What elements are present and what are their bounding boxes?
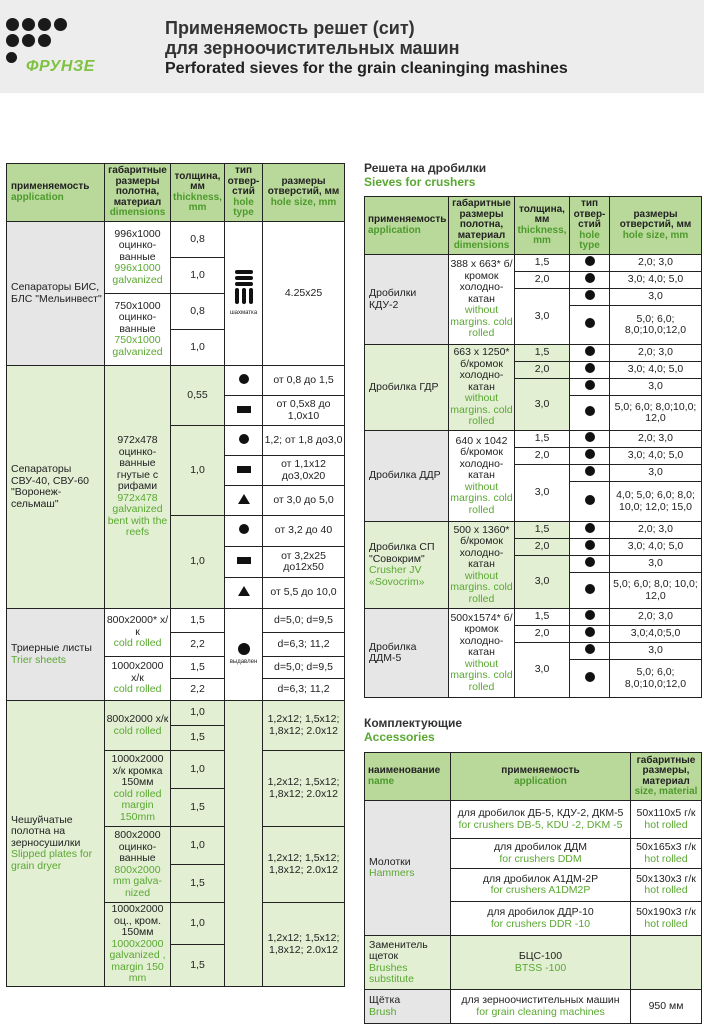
hole-size-cell: от 1,1x12 до3,0x20: [263, 456, 345, 486]
col-hole-size: размеры отверстий, мм hole size, mm: [610, 197, 702, 255]
crusher-hole-size-cell: 3,0; 4,0; 5,0: [610, 448, 702, 465]
crusher-hole-size-cell: 5,0; 6,0; 8,0;10,0;12,0: [610, 306, 702, 345]
round-hole-icon: [585, 557, 595, 567]
hole-size-cell: d=6,3; 11,2: [263, 633, 345, 657]
accessory-size-cell: 50x130x3 г/к hot rolled: [631, 869, 702, 902]
thickness-cell: 1,0: [171, 516, 225, 609]
triangle-hole-icon: [238, 586, 250, 596]
hole-type-cell: [225, 578, 263, 609]
round-hole-icon: [585, 273, 595, 283]
crusher-hole-type-cell: [570, 379, 610, 396]
sieve-table: [6, 163, 345, 987]
hole-type-cell: [225, 609, 263, 701]
accessories-table: [364, 752, 702, 1024]
col-dimensions: габаритные размеры полотна, материал dimensions: [449, 197, 515, 255]
crusher-dimension-cell: 500x1574* б/кромок холодно-катан without margins. cold rolled: [449, 609, 515, 698]
hole-type-cell: [225, 516, 263, 547]
crusher-name-cell: Дробилка СП "Совокрим" Crusher JV «Sovocrim»: [365, 522, 449, 609]
crusher-hole-size-cell: 3,0: [610, 379, 702, 396]
crusher-hole-type-cell: [570, 255, 610, 272]
round-hole-icon: [585, 432, 595, 442]
crusher-thickness-cell: 2,0: [515, 448, 570, 465]
hole-type-cell: [225, 547, 263, 578]
crusher-hole-size-cell: 2,0; 3,0: [610, 609, 702, 626]
hole-type-cell: [225, 486, 263, 516]
page-title-ru-1: Применяемость решет (сит): [165, 18, 415, 38]
round-hole-icon: [239, 524, 249, 534]
thickness-cell: 1,0: [171, 426, 225, 516]
crusher-thickness-cell: 2,0: [515, 272, 570, 289]
crusher-hole-type-cell: [570, 643, 610, 660]
crusher-thickness-cell: 3,0: [515, 465, 570, 522]
hole-size-cell: 1,2x12; 1,5x12; 1,8x12; 2.0x12: [263, 701, 345, 751]
page-header: [0, 0, 704, 93]
crusher-dimension-cell: 640 x 1042 б/кромок холодно-катан without margins. cold rolled: [449, 431, 515, 522]
slot-hole-icon: [237, 406, 251, 413]
round-hole-icon: [585, 346, 595, 356]
crusher-dimension-cell: 388 x 663* б/кромок холодно-катан without margins. cold rolled: [449, 255, 515, 345]
round-hole-icon: [585, 406, 595, 416]
hole-size-cell: 1,2x12; 1,5x12; 1,8x12; 2.0x12: [263, 903, 345, 987]
crusher-table: [364, 196, 702, 698]
crusher-thickness-cell: 2,0: [515, 626, 570, 643]
crusher-hole-type-cell: [570, 522, 610, 539]
hole-type-cell: [225, 426, 263, 456]
accessory-application-cell: для дробилок А1ДМ-2Р for crushers A1DM2P: [451, 869, 631, 902]
crusher-thickness-cell: 2,0: [515, 539, 570, 556]
accessory-application-cell: БЦС-100 BTSS -100: [451, 936, 631, 990]
crusher-hole-type-cell: [570, 539, 610, 556]
application-cell: Сепараторы СВУ-40, СВУ-60 "Воронеж-сельмаш": [7, 366, 105, 609]
round-hole-icon: [585, 584, 595, 594]
crusher-hole-type-cell: [570, 573, 610, 609]
round-hole-icon: [585, 540, 595, 550]
crushers-title-ru: Решета на дробилки: [364, 161, 487, 175]
round-hole-icon: [585, 672, 595, 682]
hole-size-cell: от 3,0 до 5,0: [263, 486, 345, 516]
crusher-hole-size-cell: 2,0; 3,0: [610, 522, 702, 539]
hole-type-cell: [225, 396, 263, 426]
thickness-cell: 1,5: [171, 609, 225, 633]
crusher-hole-type-cell: [570, 431, 610, 448]
thickness-cell: 2,2: [171, 679, 225, 701]
dimension-cell: 972x478 оцинко-ванные гнутые с рифами 972x478 galvanized bent with the reefs: [105, 366, 171, 609]
brush-cell: Щётка Brush: [365, 990, 451, 1024]
thickness-cell: 1,5: [171, 657, 225, 679]
round-hole-icon: [585, 466, 595, 476]
crusher-name-cell: Дробилки КДУ-2: [365, 255, 449, 345]
round-hole-icon: [239, 374, 249, 384]
hole-size-cell: 1,2x12; 1,5x12; 1,8x12; 2.0x12: [263, 827, 345, 903]
crusher-hole-size-cell: 3,0: [610, 556, 702, 573]
crusher-hole-type-cell: [570, 482, 610, 522]
thickness-cell: 1,5: [171, 945, 225, 987]
hole-type-cell: [225, 366, 263, 396]
thickness-cell: 1,5: [171, 726, 225, 751]
crusher-hole-size-cell: 3,0: [610, 289, 702, 306]
crusher-hole-type-cell: [570, 626, 610, 643]
dimension-cell: 1000x2000 х/к кромка 150мм cold rolled margin 150mm: [105, 751, 171, 827]
round-hole-icon: [239, 434, 249, 444]
col-dimensions: габаритные размеры полотна, материал dimensions: [105, 164, 171, 222]
accessory-size-cell: 50x190x3 г/к hot rolled: [631, 902, 702, 936]
brand-logo-text: ФРУНЗЕ: [26, 58, 95, 75]
crusher-thickness-cell: 1,5: [515, 345, 570, 362]
crusher-hole-size-cell: 3,0; 4,0; 5,0: [610, 362, 702, 379]
round-hole-icon: [585, 495, 595, 505]
crusher-dimension-cell: 663 x 1250* б/кромок холодно-катан without margins. cold rolled: [449, 345, 515, 431]
round-hole-icon: [585, 380, 595, 390]
crusher-thickness-cell: 2,0: [515, 362, 570, 379]
col-hole-size: размеры отверстий, мм hole size, mm: [263, 164, 345, 222]
crusher-hole-size-cell: 3,0: [610, 643, 702, 660]
round-hole-icon: [585, 363, 595, 373]
crusher-hole-size-cell: 5,0; 6,0; 8,0;10,0;12,0: [610, 660, 702, 698]
hole-type-label: шахматка: [229, 309, 258, 316]
crusher-hole-size-cell: 3,0; 4,0; 5,0: [610, 539, 702, 556]
application-cell: Триерные листы Trier sheets: [7, 609, 105, 701]
col-size-material: габаритные размеры, материал size, material: [631, 753, 702, 801]
hammers-cell: Молотки Hammers: [365, 801, 451, 936]
col-application: применяемость application: [365, 197, 449, 255]
thickness-cell: 1,0: [171, 258, 225, 294]
dimension-cell: 996x1000 оцинко-ванные 996x1000 galvanized: [105, 222, 171, 294]
col-thickness: толщина, мм thickness, mm: [171, 164, 225, 222]
thickness-cell: 0,8: [171, 294, 225, 330]
col-name: наименование name: [365, 753, 451, 801]
hole-size-cell: от 3,2 до 40: [263, 516, 345, 547]
crushers-title-en: Sieves for crushers: [364, 175, 476, 189]
crusher-hole-type-cell: [570, 556, 610, 573]
crusher-name-cell: Дробилка ГДР: [365, 345, 449, 431]
crusher-thickness-cell: 3,0: [515, 289, 570, 345]
dimension-cell: 750x1000 оцинко-ванные 750x1000 galvanized: [105, 294, 171, 366]
col-hole-type: тип отвер-стий hole type: [225, 164, 263, 222]
hole-size-cell: от 0,8 до 1,5: [263, 366, 345, 396]
dimension-cell: 1000x2000 оц., кром. 150мм 1000x2000 galvanized , margin 150 mm: [105, 903, 171, 987]
crusher-thickness-cell: 1,5: [515, 522, 570, 539]
round-hole-icon: [585, 627, 595, 637]
accessory-application-cell: для зерноочистительных машин for grain cleaning machines: [451, 990, 631, 1024]
hole-size-cell: 1,2x12; 1,5x12; 1,8x12; 2.0x12: [263, 751, 345, 827]
triangle-hole-icon: [238, 494, 250, 504]
accessory-size-cell: [631, 936, 702, 990]
thickness-cell: 2,2: [171, 633, 225, 657]
accessories-title-ru: Комплектующие: [364, 716, 463, 730]
hole-size-cell: от 3,2x25 до12x50: [263, 547, 345, 578]
col-application: применяемость application: [7, 164, 105, 222]
round-hole-icon: [585, 256, 595, 266]
crusher-hole-size-cell: 2,0; 3,0: [610, 431, 702, 448]
application-cell: Сепараторы БИС, БЛС "Мельинвест": [7, 222, 105, 366]
crusher-hole-size-cell: 4,0; 5,0; 6,0; 8,0; 10,0; 12,0; 15,0: [610, 482, 702, 522]
round-hole-icon: [238, 643, 250, 655]
hole-size-cell: d=5,0; d=9,5: [263, 657, 345, 679]
crusher-thickness-cell: 3,0: [515, 379, 570, 431]
accessory-size-cell: 50x110x5 г/к hot rolled: [631, 801, 702, 839]
crusher-hole-size-cell: 3,0;4,0;5,0: [610, 626, 702, 643]
hole-type-cell: [225, 222, 263, 366]
hole-size-cell: 1,2; от 1,8 до3,0: [263, 426, 345, 456]
crusher-hole-size-cell: 3,0: [610, 465, 702, 482]
crusher-thickness-cell: 1,5: [515, 431, 570, 448]
thickness-cell: 1,0: [171, 751, 225, 789]
crusher-hole-size-cell: 5,0; 6,0; 8,0;10,0; 12,0: [610, 396, 702, 431]
round-hole-icon: [585, 290, 595, 300]
round-hole-icon: [585, 644, 595, 654]
crusher-hole-type-cell: [570, 465, 610, 482]
thickness-cell: 0,55: [171, 366, 225, 426]
accessory-size-cell: 50x165x3 г/к hot rolled: [631, 839, 702, 869]
accessories-title-en: Accessories: [364, 730, 435, 744]
crusher-thickness-cell: 3,0: [515, 643, 570, 698]
crusher-hole-type-cell: [570, 660, 610, 698]
col-hole-type: тип отвер-стий hole type: [570, 197, 610, 255]
brushes-substitute-cell: Заменитель щеток Brushes substitute: [365, 936, 451, 990]
crusher-hole-size-cell: 3,0; 4,0; 5,0: [610, 272, 702, 289]
crusher-hole-type-cell: [570, 345, 610, 362]
crusher-hole-size-cell: 2,0; 3,0: [610, 255, 702, 272]
round-hole-icon: [585, 449, 595, 459]
col-application: применяемость application: [451, 753, 631, 801]
slot-hole-icon: [237, 557, 251, 564]
page-title-ru-2: для зерноочистительных машин: [165, 38, 460, 58]
crusher-hole-type-cell: [570, 289, 610, 306]
application-cell: Чешуйчатые полотна на зерносушилки Slipped plates for grain dryer: [7, 701, 105, 987]
thickness-cell: 1,0: [171, 330, 225, 366]
thickness-cell: 1,0: [171, 701, 225, 726]
accessory-size-cell: 950 мм: [631, 990, 702, 1024]
round-hole-icon: [585, 523, 595, 533]
crusher-name-cell: Дробилка ДДМ-5: [365, 609, 449, 698]
hole-type-cell: [225, 701, 263, 987]
accessory-application-cell: для дробилок ДДР-10 for crushers DDR -10: [451, 902, 631, 936]
crusher-hole-type-cell: [570, 396, 610, 431]
hole-type-cell: [225, 456, 263, 486]
hole-size-cell: d=5,0; d=9,5: [263, 609, 345, 633]
col-thickness: толщина, мм thickness, mm: [515, 197, 570, 255]
thickness-cell: 1,0: [171, 903, 225, 945]
round-hole-icon: [585, 610, 595, 620]
hole-size-cell: d=6,3; 11,2: [263, 679, 345, 701]
thickness-cell: 1,0: [171, 827, 225, 865]
crusher-hole-type-cell: [570, 609, 610, 626]
crusher-hole-type-cell: [570, 272, 610, 289]
hole-type-label: выдавлен: [229, 658, 258, 665]
crusher-hole-size-cell: 2,0; 3,0: [610, 345, 702, 362]
crusher-thickness-cell: 3,0: [515, 556, 570, 609]
dimension-cell: 800x2000* х/к cold rolled: [105, 609, 171, 657]
thickness-cell: 1,5: [171, 865, 225, 903]
accessory-application-cell: для дробилок ДБ-5, КДУ-2, ДКМ-5 for crushers DB-5, KDU -2, DKM -5: [451, 801, 631, 839]
dimension-cell: 800x2000 х/к cold rolled: [105, 701, 171, 751]
crusher-name-cell: Дробилка ДДР: [365, 431, 449, 522]
crusher-hole-size-cell: 5,0; 6,0; 8,0; 10,0; 12,0: [610, 573, 702, 609]
crusher-dimension-cell: 500 x 1360* б/кромок холодно-катан without margins. cold rolled: [449, 522, 515, 609]
hole-size-cell: от 0,5x8 до 1,0x10: [263, 396, 345, 426]
thickness-cell: 1,5: [171, 789, 225, 827]
crusher-hole-type-cell: [570, 362, 610, 379]
hole-size-cell: от 5,5 до 10,0: [263, 578, 345, 609]
crusher-hole-type-cell: [570, 306, 610, 345]
slot-grid-icon: [233, 270, 255, 306]
crusher-thickness-cell: 1,5: [515, 609, 570, 626]
thickness-cell: 0,8: [171, 222, 225, 258]
dimension-cell: 1000x2000 х/к cold rolled: [105, 657, 171, 701]
hole-size-cell: 4.25x25: [263, 222, 345, 366]
slot-hole-icon: [237, 466, 251, 473]
round-hole-icon: [585, 318, 595, 328]
accessory-application-cell: для дробилок ДДМ for crushers DDM: [451, 839, 631, 869]
crusher-hole-type-cell: [570, 448, 610, 465]
page-title-en: Perforated sieves for the grain cleaninging mashines: [165, 60, 568, 77]
dimension-cell: 800x2000 оцинко-ванные 800x2000 mm galva-nized: [105, 827, 171, 903]
crusher-thickness-cell: 1,5: [515, 255, 570, 272]
